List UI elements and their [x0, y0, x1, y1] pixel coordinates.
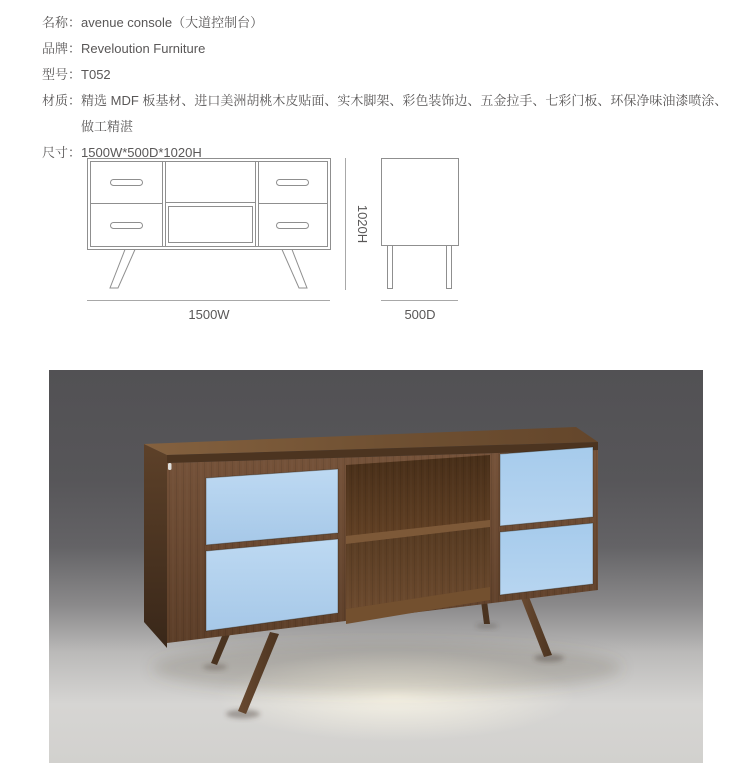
spec-separator: ： — [68, 41, 82, 56]
right-top-drawer — [500, 447, 593, 526]
side-depth-label: 500D — [404, 307, 436, 322]
spec-label-model: 型号 — [42, 67, 69, 82]
drawer-handle — [111, 223, 143, 229]
spec-value-brand: Reveloution Furniture — [81, 41, 206, 56]
drawer-handle — [111, 180, 143, 186]
spec-row-brand — [42, 36, 727, 62]
spec-separator: ： — [68, 145, 82, 160]
spec-row-model — [42, 62, 727, 88]
dimension-lines — [87, 158, 458, 301]
side-view-drawing — [382, 159, 459, 289]
spec-separator: ： — [68, 93, 82, 108]
middle-drawer-inset — [169, 207, 253, 243]
spec-value-size: 1500W*500D*1020H — [81, 145, 202, 160]
console-render — [49, 370, 703, 763]
right-bottom-drawer — [500, 523, 593, 595]
drawer-handle — [277, 223, 309, 229]
side-panel-fitting — [168, 463, 172, 470]
spec-value-model: T052 — [81, 67, 111, 82]
spec-row-material — [42, 88, 727, 140]
front-left-leg — [110, 250, 135, 289]
console-left-side-panel — [144, 444, 167, 648]
front-right-leg — [282, 250, 307, 289]
spec-value-material-line2: 做工精湛 — [81, 119, 134, 134]
product-specs — [42, 10, 727, 166]
front-width-label: 1500W — [188, 307, 230, 322]
dimension-drawings — [50, 145, 520, 330]
spec-label-size: 尺寸 — [42, 145, 69, 160]
spec-row-name — [42, 10, 727, 36]
product-photo — [49, 370, 703, 763]
spec-separator: ： — [68, 67, 82, 82]
left-top-drawer — [206, 469, 338, 545]
spec-separator: ： — [68, 15, 82, 30]
front-height-label: 1020H — [355, 204, 370, 244]
console-back-right-leg — [481, 601, 490, 624]
spec-value-material-line1: 精选 MDF 板基材、进口美洲胡桃木皮贴面、实木脚架、彩色装饰边、五金拉手、七彩门板、环保净味油漆喷涂、 — [81, 93, 728, 108]
leg-shadow — [203, 664, 227, 671]
spec-value-name: avenue console（大道控制台） — [81, 15, 264, 30]
spec-label-brand: 品牌 — [42, 41, 69, 56]
drawer-handle — [277, 180, 309, 186]
spec-label-name: 名称 — [42, 15, 69, 30]
spec-label-material: 材质 — [42, 93, 69, 108]
front-view-drawing — [88, 159, 331, 289]
